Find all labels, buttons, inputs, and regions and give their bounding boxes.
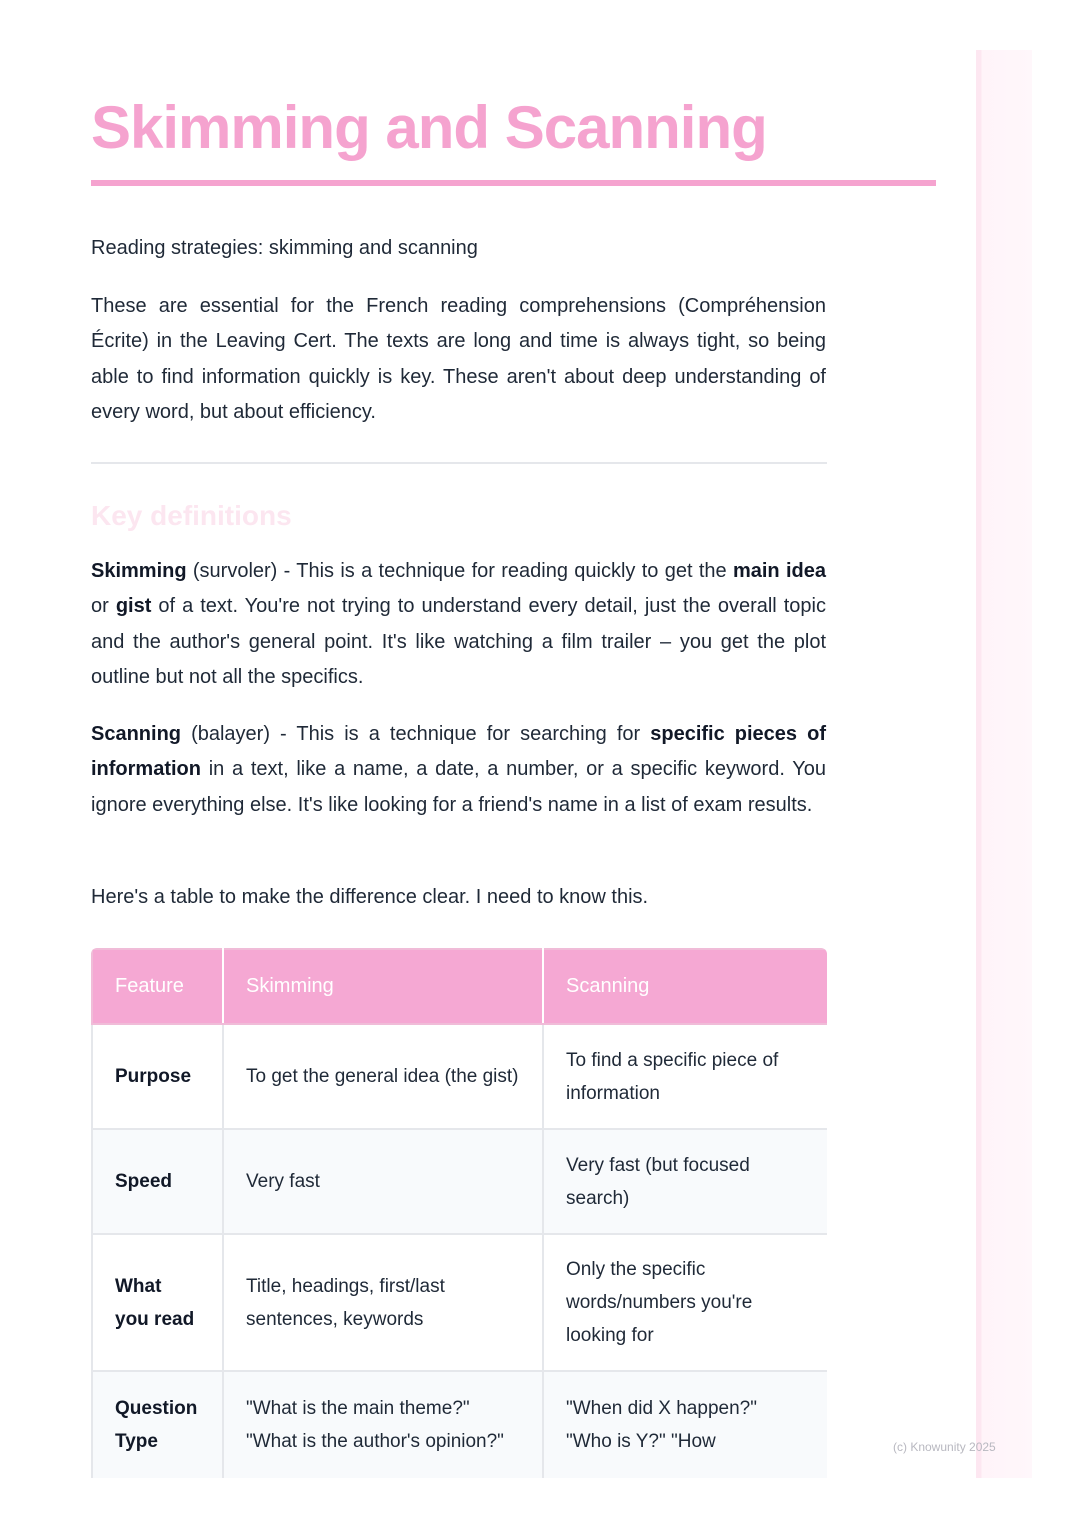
scanning-cell: Very fast (but focused search) — [543, 1129, 827, 1234]
skimming-text-1: (survoler) - This is a technique for reading quickly to get the — [186, 560, 733, 582]
scanning-cell: To find a specific piece of information — [543, 1024, 827, 1129]
scanning-text-2: in a text, like a name, a date, a number, or a specific keyword. You ignore everything else. It's like looking for a friend's name in a list of exam results. — [91, 758, 826, 816]
scanning-text-1: (balayer) - This is a technique for searching for — [181, 723, 651, 745]
row-label: What you read — [92, 1234, 223, 1371]
scanning-cell: Only the specific words/numbers you're looking for — [543, 1234, 827, 1371]
intro-text: Reading strategies: skimming and scanning — [91, 237, 478, 259]
skimming-text-2: or — [91, 595, 116, 618]
scanning-definition — [91, 717, 826, 823]
skimming-cell: "What is the main theme?" "What is the author's opinion?" — [223, 1371, 543, 1478]
skimming-definition — [91, 554, 826, 695]
intro-paragraph: These are essential for the French reading comprehensions (Compréhension Écrite) in the Leaving Cert. The texts are long and time is always tight, so being able to find information quickly is key. These aren't about deep understanding of every word, but about efficiency. — [91, 295, 826, 423]
header-feature: Feature — [92, 949, 223, 1024]
table-intro: Here's a table to make the difference clear. I need to know this. — [91, 886, 649, 908]
table-row — [92, 1234, 827, 1371]
table-row — [92, 1371, 827, 1478]
section-divider — [91, 462, 827, 464]
page-title: Skimming and Scanning — [91, 94, 767, 161]
header-scanning: Scanning — [543, 949, 827, 1024]
scanning-cell: "When did X happen?" "Who is Y?" "How — [543, 1371, 827, 1478]
comparison-table-wrapper — [91, 948, 827, 1478]
table-row — [92, 1024, 827, 1129]
table-row — [92, 1129, 827, 1234]
header-skimming: Skimming — [223, 949, 543, 1024]
section-heading: Key definitions — [91, 500, 292, 531]
row-label: Speed — [92, 1129, 223, 1234]
side-margin-strip — [976, 50, 1032, 1478]
table-header-row — [92, 949, 827, 1024]
title-underline — [91, 180, 936, 186]
scanning-term: Scanning — [91, 723, 182, 745]
skimming-bold-2: gist — [115, 595, 152, 618]
row-label: Question Type — [92, 1371, 223, 1478]
row-label: Purpose — [92, 1024, 223, 1129]
skimming-cell: To get the general idea (the gist) — [223, 1024, 543, 1129]
skimming-text-3: of a text. You're not trying to understand every detail, just the overall topic and the author's general point. It's like watching a film trailer – you get the plot outline but not all the specifics. — [91, 595, 827, 688]
skimming-bold-1: main idea — [732, 560, 826, 582]
comparison-table — [91, 948, 827, 1478]
copyright-footer: (c) Knowunity 2025 — [893, 1440, 996, 1454]
skimming-cell: Title, headings, first/last sentences, keywords — [223, 1234, 543, 1371]
skimming-term: Skimming — [91, 560, 187, 582]
scanning-bold-1: specific pieces of information — [91, 723, 826, 781]
skimming-cell: Very fast — [223, 1129, 543, 1234]
